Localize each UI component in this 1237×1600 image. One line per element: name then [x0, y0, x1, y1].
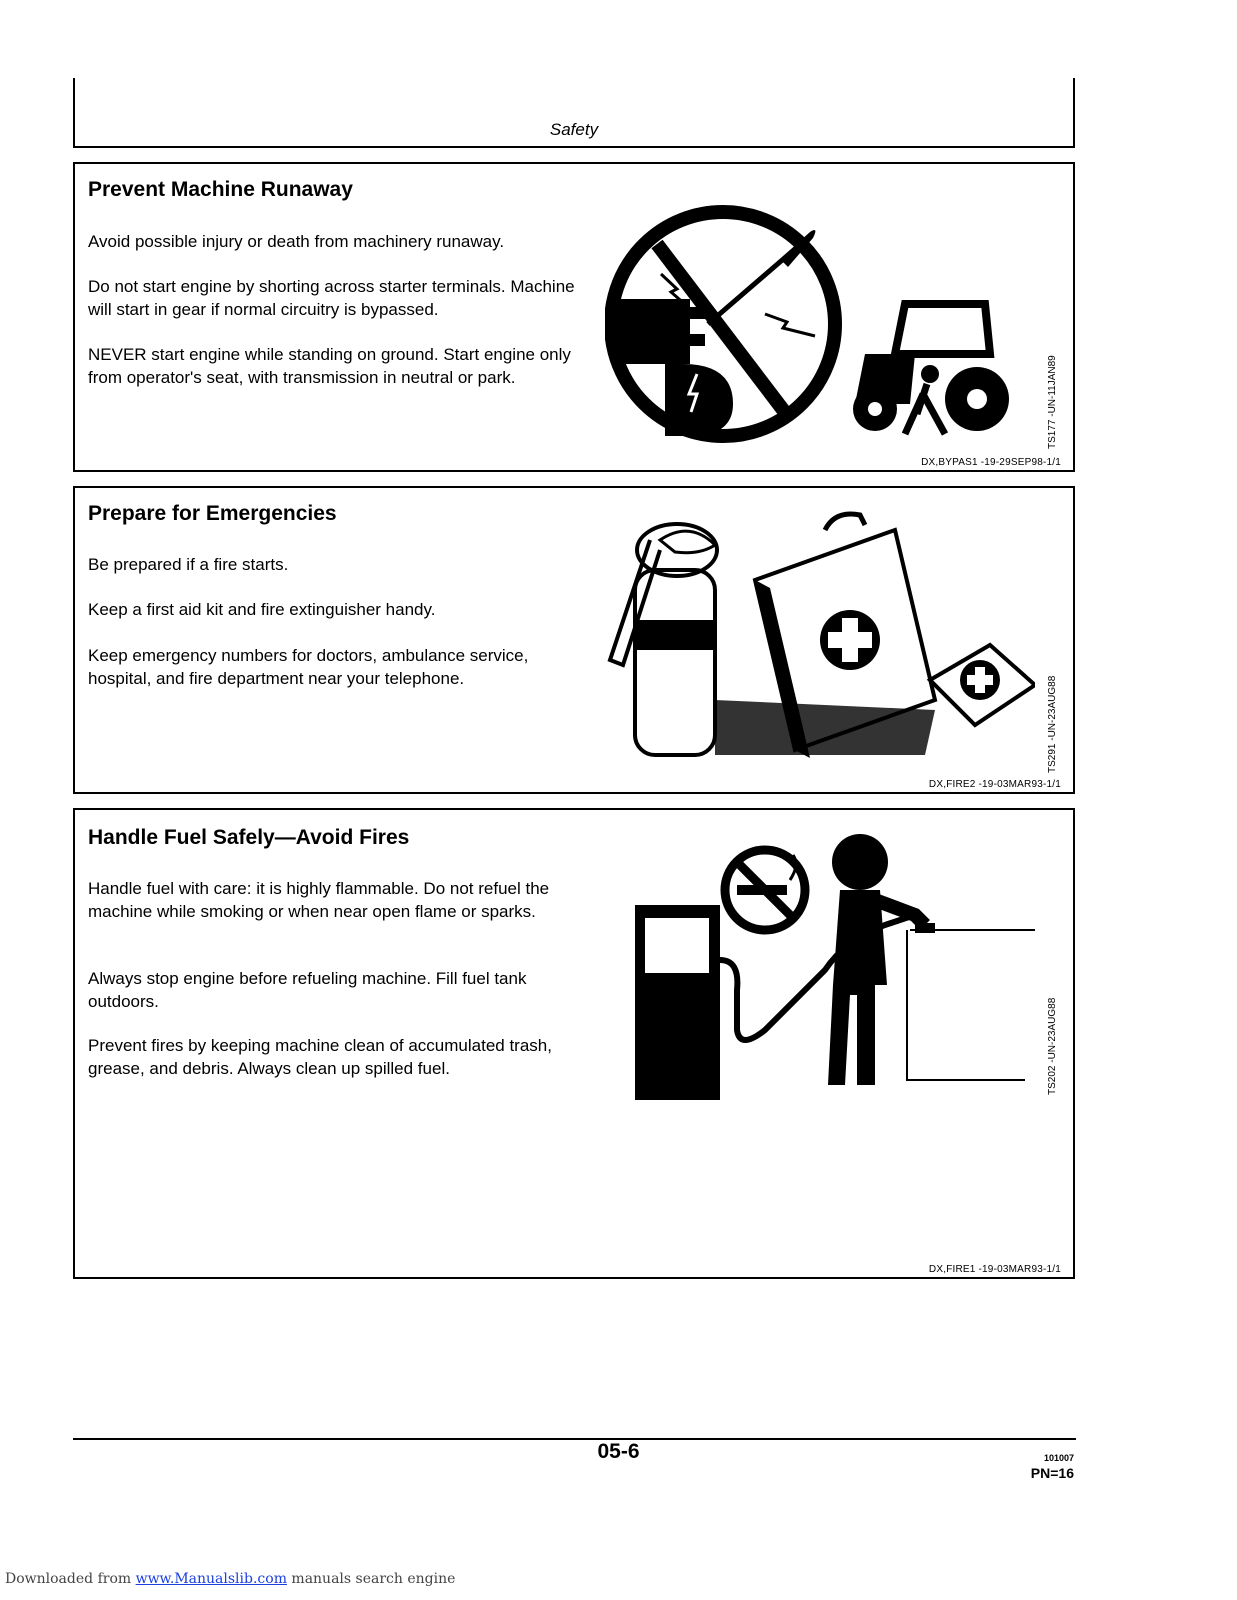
section-paragraph: Keep a first aid kit and fire extinguisher handy. — [88, 600, 436, 619]
person-icon — [828, 834, 925, 1085]
header-title: Safety — [549, 120, 599, 139]
section-paragraph: Handle fuel with care: it is highly flammable. Do not refuel the machine while smoking or when near open flame or sparks. — [88, 879, 550, 921]
no-smoking-icon — [725, 850, 805, 930]
figure-id: TS202 -UN-23AUG88 — [1047, 997, 1058, 1095]
section-code: DX,FIRE1 -19-03MAR93-1/1 — [928, 1264, 1061, 1275]
section-code: DX,BYPAS1 -19-29SEP98-1/1 — [921, 457, 1061, 468]
section-paragraph: Do not start engine by shorting across starter terminals. Machine will start in gear if normal circuitry is bypassed. — [88, 277, 575, 319]
fire-extinguisher-icon — [610, 524, 717, 755]
section-paragraph: Be prepared if a fire starts. — [88, 555, 289, 574]
figure-id: TS291 -UN-23AUG88 — [1047, 675, 1058, 773]
manualslib-link[interactable]: www.Manualslib.com — [135, 1571, 287, 1587]
first-aid-kit-small-icon — [930, 645, 1035, 725]
section-prepare-for-emergencies — [73, 486, 1075, 794]
section-title: Handle Fuel Safely—Avoid Fires — [88, 826, 410, 849]
section-code: DX,FIRE2 -19-03MAR93-1/1 — [928, 779, 1061, 790]
refueling-illustration — [625, 830, 1045, 1100]
section-handle-fuel-safely — [73, 808, 1075, 1279]
machine-runaway-illustration — [605, 204, 1035, 464]
section-prevent-machine-runaway — [73, 162, 1075, 472]
figure-id: TS177 -UN-11JAN89 — [1047, 355, 1058, 449]
download-prefix: Downloaded from — [5, 1571, 136, 1587]
pn-label: PN=16 — [1030, 1465, 1074, 1481]
fuel-tank-icon — [907, 923, 1035, 1080]
section-paragraph: NEVER start engine while standing on ground. Start engine only from operator's seat, with transmission in neutral or park. — [88, 345, 571, 387]
emergency-kit-illustration — [605, 510, 1035, 770]
download-banner — [5, 1571, 455, 1587]
no-bypass-icon — [611, 212, 835, 436]
section-paragraph: Always stop engine before refueling machine. Fill fuel tank outdoors. — [88, 969, 527, 1011]
page-number: 05-6 — [597, 1440, 640, 1463]
document-number: 101007 — [1043, 1453, 1074, 1463]
section-paragraph: Prevent fires by keeping machine clean of accumulated trash, grease, and debris. Always clean up spilled fuel. — [88, 1036, 552, 1078]
tractor-icon — [853, 304, 1009, 434]
section-paragraph: Keep emergency numbers for doctors, ambulance service, hospital, and fire department near your telephone. — [88, 646, 529, 688]
section-title: Prepare for Emergencies — [88, 502, 337, 525]
download-suffix: manuals search engine — [286, 1571, 456, 1587]
header-frame — [73, 78, 1075, 148]
section-paragraph: Avoid possible injury or death from machinery runaway. — [88, 232, 505, 251]
section-title: Prevent Machine Runaway — [88, 178, 353, 201]
